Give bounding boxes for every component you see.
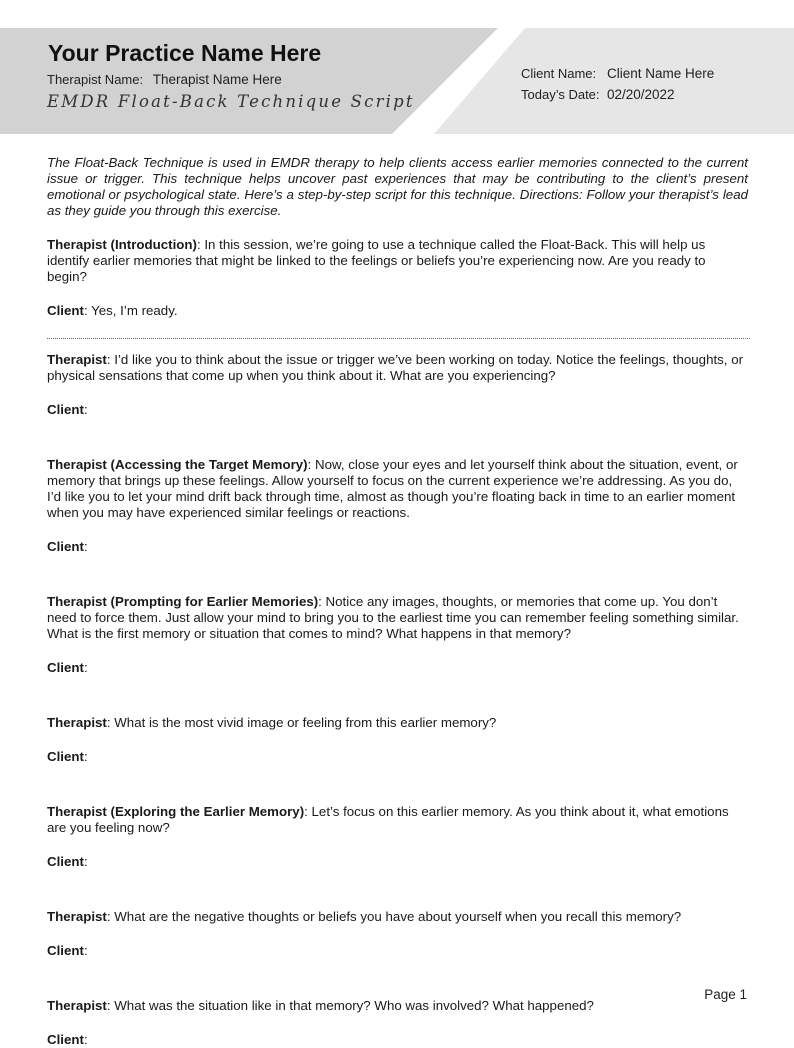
- speaker-label: Therapist: [47, 715, 107, 730]
- client-name-row: [521, 66, 714, 87]
- opening-client-line: [47, 303, 748, 319]
- page-number: Page 1: [704, 987, 747, 1002]
- script-content: [47, 155, 748, 1048]
- speaker-label: Therapist: [47, 998, 107, 1013]
- client-response-line[interactable]: [47, 749, 748, 765]
- client-response-line[interactable]: [47, 943, 748, 959]
- client-response-line[interactable]: [47, 1032, 748, 1048]
- therapist-line: [47, 594, 748, 642]
- speaker-label: Therapist: [47, 352, 107, 367]
- therapist-line: [47, 804, 748, 836]
- client-response-field: :: [83, 749, 88, 764]
- therapist-line: [47, 352, 748, 384]
- speaker-label: Therapist (Prompting for Earlier Memories): [47, 594, 319, 609]
- speaker-label: Client: [47, 854, 84, 869]
- opening-therapist-line: [47, 237, 748, 285]
- dialogue-text: : Now, close your eyes and let yourself think about the situation, event, or memory that brings up these feelings. Allow yourself to focus on the current experience we’re addressing. As you do, I’d like you to let your mind drift back through time, almost as though you’re floating back in time to an earlier moment when you may have experienced similar feelings or reactions.: [47, 457, 738, 520]
- dialogue-text: : Notice any images, thoughts, or memories that come up. You don’t need to force them. Just allow your mind to bring you to the earliest time you can remember feeling something similar. What is the first memory or situation that comes to mind? What happens in that memory?: [47, 594, 739, 641]
- therapist-name-label: Therapist Name:: [47, 72, 144, 87]
- date-row: [521, 87, 714, 108]
- dialogue-text: : I’d like you to think about the issue or trigger we’ve been working on today. Notice the feelings, thoughts, or physical sensations that come up when you think about it. What are you experiencing?: [47, 352, 744, 383]
- speaker-label: Client: [47, 1032, 84, 1047]
- speaker-label: Client: [47, 943, 84, 958]
- client-response-field: :: [83, 943, 88, 958]
- client-name-field[interactable]: Client Name Here: [607, 66, 715, 81]
- dialogue-text: : Yes, I’m ready.: [83, 303, 178, 318]
- therapist-name-row: [47, 72, 282, 87]
- speaker-label: Therapist: [47, 909, 107, 924]
- therapist-name-field[interactable]: Therapist Name Here: [152, 72, 282, 87]
- dialogue-text: : What was the situation like in that memory? Who was involved? What happened?: [106, 998, 594, 1013]
- client-response-field: :: [83, 1032, 88, 1047]
- client-response-line[interactable]: [47, 854, 748, 870]
- therapist-line: [47, 998, 748, 1014]
- speaker-label: Therapist (Introduction): [47, 237, 197, 252]
- speaker-label: Client: [47, 660, 84, 675]
- client-response-line[interactable]: [47, 539, 748, 555]
- dialogue-text: : In this session, we’re going to use a technique called the Float-Back. This will help us identify earlier memories that might be linked to the feelings or beliefs you’re experiencing now. Are you ready to begin?: [47, 237, 706, 284]
- client-response-line[interactable]: [47, 402, 748, 418]
- therapist-line: [47, 909, 748, 925]
- therapist-line: [47, 715, 748, 731]
- client-response-field: :: [83, 402, 88, 417]
- client-response-field: :: [83, 854, 88, 869]
- date-label: Today’s Date:: [521, 87, 600, 102]
- speaker-label: Client: [47, 402, 84, 417]
- client-response-line[interactable]: [47, 660, 748, 676]
- speaker-label: Client: [47, 303, 84, 318]
- client-info-block: [521, 66, 714, 108]
- practice-name: Your Practice Name Here: [48, 40, 322, 66]
- client-response-field: :: [83, 660, 88, 675]
- document-title: EMDR Float-Back Technique Script: [47, 92, 415, 111]
- client-response-field: :: [83, 539, 88, 554]
- dotted-divider: [47, 338, 750, 339]
- date-field[interactable]: 02/20/2022: [607, 87, 675, 102]
- intro-paragraph: The Float-Back Technique is used in EMDR therapy to help clients access earlier memories connected to the current issue or trigger. This technique helps uncover past experiences that may be contributing to the client’s present emotional or psychological state. Here’s a step-by-step script for this technique. Directions: Follow your therapist’s lead as they guide you through this exercise.: [47, 155, 748, 218]
- dialogue-text: : What is the most vivid image or feeling from this earlier memory?: [106, 715, 497, 730]
- client-name-label: Client Name:: [521, 66, 597, 81]
- speaker-label: Client: [47, 749, 84, 764]
- dialogue-text: : What are the negative thoughts or beliefs you have about yourself when you recall this memory?: [106, 909, 682, 924]
- speaker-label: Client: [47, 539, 84, 554]
- dialogue-text: : Let’s focus on this earlier memory. As you think about it, what emotions are you feeling now?: [47, 804, 729, 835]
- therapist-line: [47, 457, 748, 521]
- speaker-label: Therapist (Exploring the Earlier Memory): [47, 804, 305, 819]
- speaker-label: Therapist (Accessing the Target Memory): [47, 457, 308, 472]
